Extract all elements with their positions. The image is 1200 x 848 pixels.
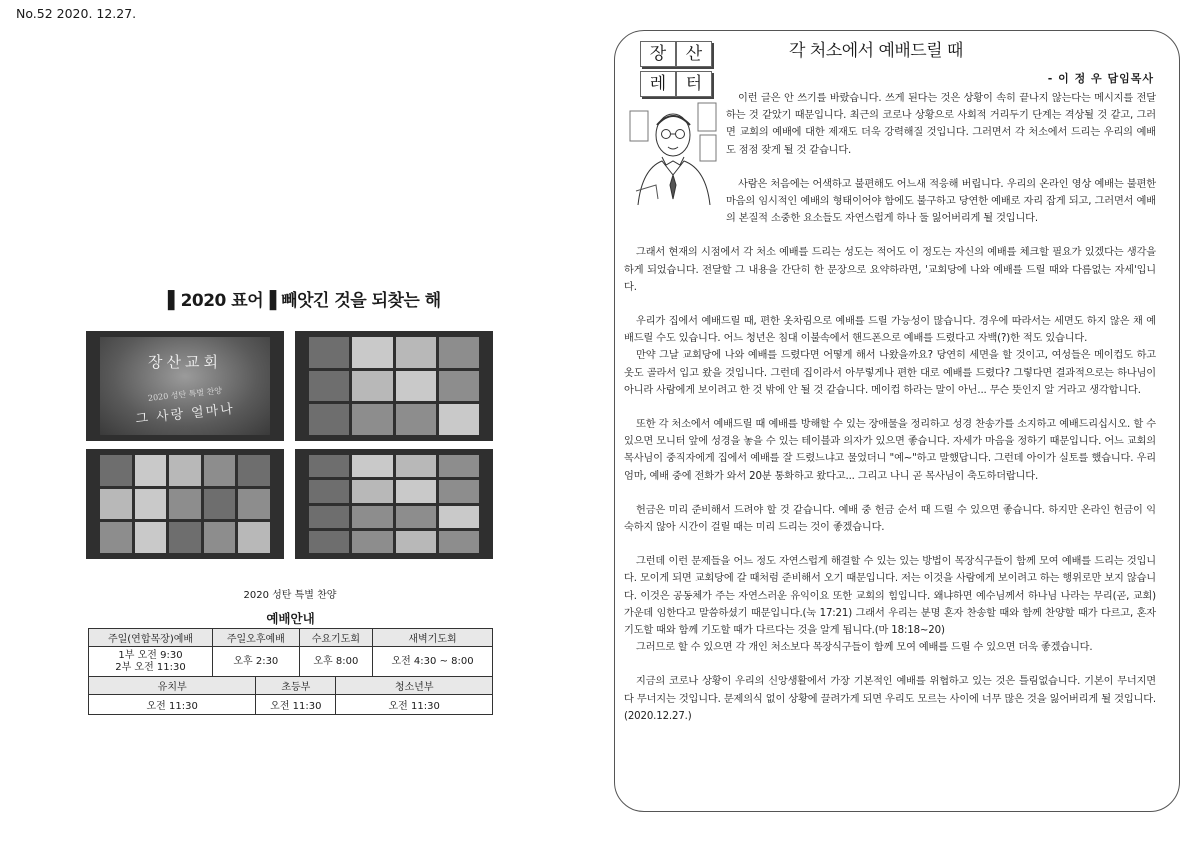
badge-char: 터: [676, 71, 712, 97]
sunday-service-1: 1부 오전 9:30: [118, 649, 183, 661]
schedule-value-sunday: [89, 647, 213, 677]
photo-mosaic: [309, 337, 479, 435]
photo-background: [100, 337, 270, 435]
letter-author: - 이 정 우 담임목사: [1047, 72, 1154, 85]
schedule-value-elementary: 오전 11:30: [256, 695, 336, 715]
letter-paragraph: 헌금은 미리 준비해서 드려야 할 것 같습니다. 예배 중 헌금 순서 때 드릴 수 있으면 좋습니다. 하지만 온라인 헌금이 익숙하지 않아 시간이 걸릴 때는 미리 드리는 것이 좋겠습니다.: [624, 504, 1156, 534]
photo-church-name: 장산교회: [148, 353, 222, 371]
schedule-header-wednesday: 수요기도회: [299, 629, 372, 647]
letter-paragraph: 이런 글은 안 쓰기를 바랐습니다. 쓰게 된다는 것은 상황이 속히 끝나지 않는다는 메시지를 전달하는 것 같았기 때문입니다. 최근의 코로나 상황으로 사회적 거리두기 단계는 격상될 것 같고, 그러면 교회의 예배에 대한 제재도 더욱 강력해질 것입니다. 그러면서 각 처소에서 드리는 우리의 예배도 점점 잦게 될 것 같습니다.: [726, 93, 1156, 156]
portrait-space: [624, 90, 726, 222]
letter-paragraph: 만약 그날 교회당에 나와 예배를 드렸다면 어떻게 해서 나왔을까요? 당연히 세면을 할 것이고, 여성들은 메이컵도 하고 옷도 골라서 입고 왔을 것입니다. 그런데 집이라서 아무렇게나 편한 대로 예배를 드렸다? 그렇다면 결과적으로는 하나님이 아니라 사람에게 보이려고 한 것 밖에 안 될 것 같습니다. 메이컵 하라는 말이 아닌... 무슨 뜻인지 알 거라고 생각합니다.: [624, 350, 1156, 396]
choir-photo-collage: [86, 331, 493, 560]
sunday-service-2: 2부 오전 11:30: [115, 661, 186, 673]
schedule-value-wednesday: 오후 8:00: [299, 647, 372, 677]
letter-paragraph: 또한 각 처소에서 예배드릴 때 예배를 방해할 수 있는 장애물을 정리하고 성경 찬송가를 소지하고 예배드리십시오. 할 수 있으면 모니터 앞에 성경을 놓을 수 있는 테이블과 의자가 있으면 좋습니다. 자세가 마음을 정하기 때문입니다. 어느 교회의 목사님이 중직자에게 집에서 예배를 잘 드렸느냐고 물었더니 "예~"하고 말했답니다. 그런데 아이가 실토를 했습니다. 우리 엄마, 예배 중에 전화가 와서 20분 통화하고 왔다고... 그리고 나니 곧 목사님이 축도하더랍니다.: [624, 419, 1156, 482]
schedule-header-sunday-afternoon: 주일오후예배: [213, 629, 300, 647]
schedule-value-dawn: 오전 4:30 ~ 8:00: [373, 647, 493, 677]
photo-tile-group-3: [295, 449, 493, 559]
photo-tile-group-1: [295, 331, 493, 441]
worship-schedule-table: [88, 609, 493, 715]
photo-tile-title: [86, 331, 284, 441]
letter-paragraph: 우리가 집에서 예배드릴 때, 편한 옷차림으로 예배를 드릴 가능성이 많습니다. 경우에 따라서는 세면도 하지 않은 채 예배드릴 수도 있습니다. 어느 청년은 침대 이불속에서 핸드폰으로 예배를 드렸다고 자백(?)한 적도 있습니다.: [624, 316, 1156, 345]
schedule-value-kindergarten: 오전 11:30: [89, 695, 256, 715]
schedule-title: 예배안내: [89, 609, 493, 629]
letter-title: 각 처소에서 예배드릴 때: [789, 41, 963, 61]
photo-tile-group-2: [86, 449, 284, 559]
photo-caption: 2020 성탄 특별 찬양: [243, 590, 337, 601]
letter-paragraph: 지금의 코로나 상황이 우리의 신앙생활에서 가장 기본적인 예배를 위협하고 있는 것은 틀림없습니다. 기본이 무너지면 다 무너지는 것입니다. 문제의식 없이 상황에 끌려가게 되면 우리도 모르는 사이에 너무 많은 것을 잃어버리게 될 것입니다.(2020.12.27.): [624, 676, 1156, 722]
letter-paragraph: 그러므로 할 수 있으면 각 개인 처소보다 목장식구들이 함께 모여 예배를 드릴 수 있으면 더욱 좋겠습니다.: [636, 642, 1093, 654]
schedule-header-youth: 청소년부: [336, 677, 493, 695]
schedule-value-sunday-afternoon: 오후 2:30: [213, 647, 300, 677]
schedule-value-youth: 오전 11:30: [336, 695, 493, 715]
motto-title: ▌2020 표어▐ 빼앗긴 것을 되찾는 해: [168, 291, 441, 311]
photo-mosaic: [100, 455, 270, 553]
letter-paragraph: 그런데 이런 문제들을 어느 정도 자연스럽게 해결할 수 있는 있는 방법이 목장식구들이 함께 모여 예배를 드리는 것입니다. 모이게 되면 교회당에 갈 때처럼 준비해서 오기 때문입니다. 저는 이것을 사람에게 보이려고 하는 행위로만 보지 않습니다. 이것은 공동체가 주는 자연스러운 유익이요 또한 교회의 힘입니다. 왜냐하면 예수님께서 하나님 나라는 무리(곧, 교회) 가운데 임한다고 말씀하셨기 때문입니다.(눅 17:21) 그래서 우리는 분명 혼자 찬송할 때와 함께 찬양할 때가 다르고, 혼자 기도할 때와 함께 기도할 때가 다르다는 것을 알게 됩니다.(마 18:18~20): [624, 556, 1156, 637]
schedule-header-sunday: 주일(연합목장)예배: [89, 629, 213, 647]
badge-char: 산: [676, 41, 712, 67]
photo-mosaic: [309, 455, 479, 553]
issue-number-date: No.52 2020. 12.27.: [16, 6, 137, 21]
schedule-header-dawn: 새벽기도회: [373, 629, 493, 647]
letter-body: [624, 90, 1156, 725]
schedule-header-kindergarten: 유치부: [89, 677, 256, 695]
photo-song-title: 그 사랑 얼마나: [134, 401, 236, 428]
photo-subtitle: 2020 성탄 특별 찬양: [147, 386, 223, 403]
badge-char: 레: [640, 71, 676, 97]
schedule-header-elementary: 초등부: [256, 677, 336, 695]
letter-paragraph: 사람은 처음에는 어색하고 불편해도 어느새 적응해 버립니다. 우리의 온라인 영상 예배는 불편한 마음의 임시적인 예배의 형태이어야 함에도 불구하고 당연한 예배로 자리 잡게 되고, 그러면서 예배의 본질적 소중한 요소들도 자연스럽게 하나 둘 잃어버리게 될 것입니다.: [726, 178, 1156, 225]
badge-char: 장: [640, 41, 676, 67]
letter-paragraph: 그래서 현재의 시점에서 각 처소 예배를 드리는 성도는 적어도 이 정도는 자신의 예배를 체크할 필요가 있겠다는 생각을 하게 되었습니다. 전달할 그 내용을 간단히 한 문장으로 요약하라면, '교회당에 나와 예배를 드릴 때와 다름없는 자세'입니다.: [624, 247, 1156, 293]
